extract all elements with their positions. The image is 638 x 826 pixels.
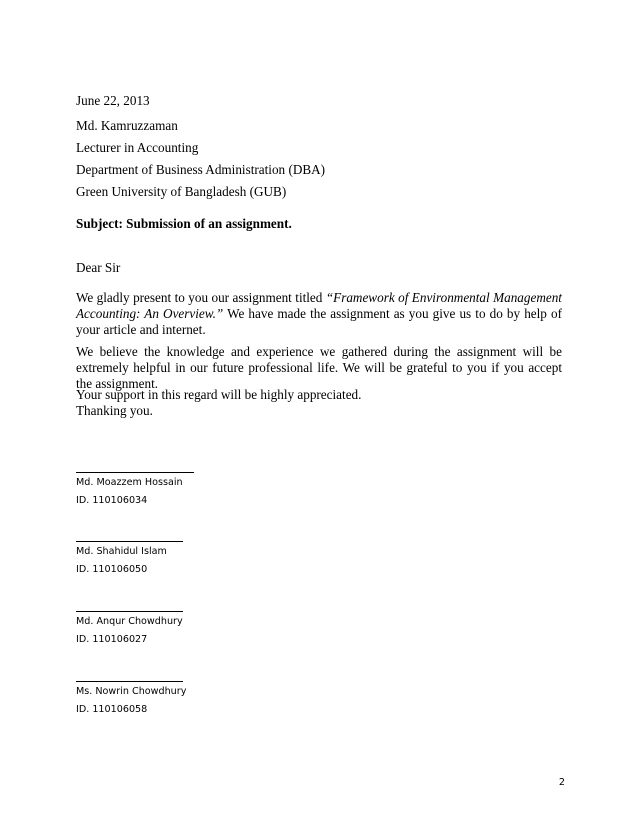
recipient-name: Md. Kamruzzaman [76,118,178,133]
signatory-name: Ms. Nowrin Chowdhury [76,686,187,697]
signatory-id: ID. 110106050 [76,564,148,575]
letter-subject: Subject: Submission of an assignment. [76,216,292,231]
signatory-id: ID. 110106027 [76,634,148,645]
assignment-title: “Framework of Environmental Management Accounting: An Overview.” [76,290,562,321]
signatory-id: ID. 110106034 [76,495,148,506]
closing-line-1: Your support in this regard will be highly appreciated. [76,387,362,402]
signatory-name: Md. Anqur Chowdhury [76,616,183,627]
page-number: 2 [558,777,565,788]
body-paragraph-2: We believe the knowledge and experience we gathered during the assignment will be extremely helpful in our future professional life. We will be grateful to you if you accept the assignment. [76,344,562,391]
signature-line [76,541,183,542]
signature-line [76,681,183,682]
body-paragraph-1 [76,290,562,338]
letter-date: June 22, 2013 [76,93,150,108]
recipient-department: Department of Business Administration (DBA) [76,162,326,177]
paragraph-1-rest: We have made the assignment as you give us to do by help of your article and internet. [76,306,562,337]
signature-line [76,472,194,473]
signatory-id: ID. 110106058 [76,704,148,715]
closing-line-2: Thanking you. [76,403,153,418]
recipient-position: Lecturer in Accounting [76,140,199,155]
signatory-name: Md. Moazzem Hossain [76,477,183,488]
signatory-name: Md. Shahidul Islam [76,546,167,557]
recipient-university: Green University of Bangladesh (GUB) [76,184,287,199]
paragraph-1-lead: We gladly present to you our assignment titled [76,290,326,305]
letter-salutation: Dear Sir [76,260,121,275]
signature-line [76,611,183,612]
